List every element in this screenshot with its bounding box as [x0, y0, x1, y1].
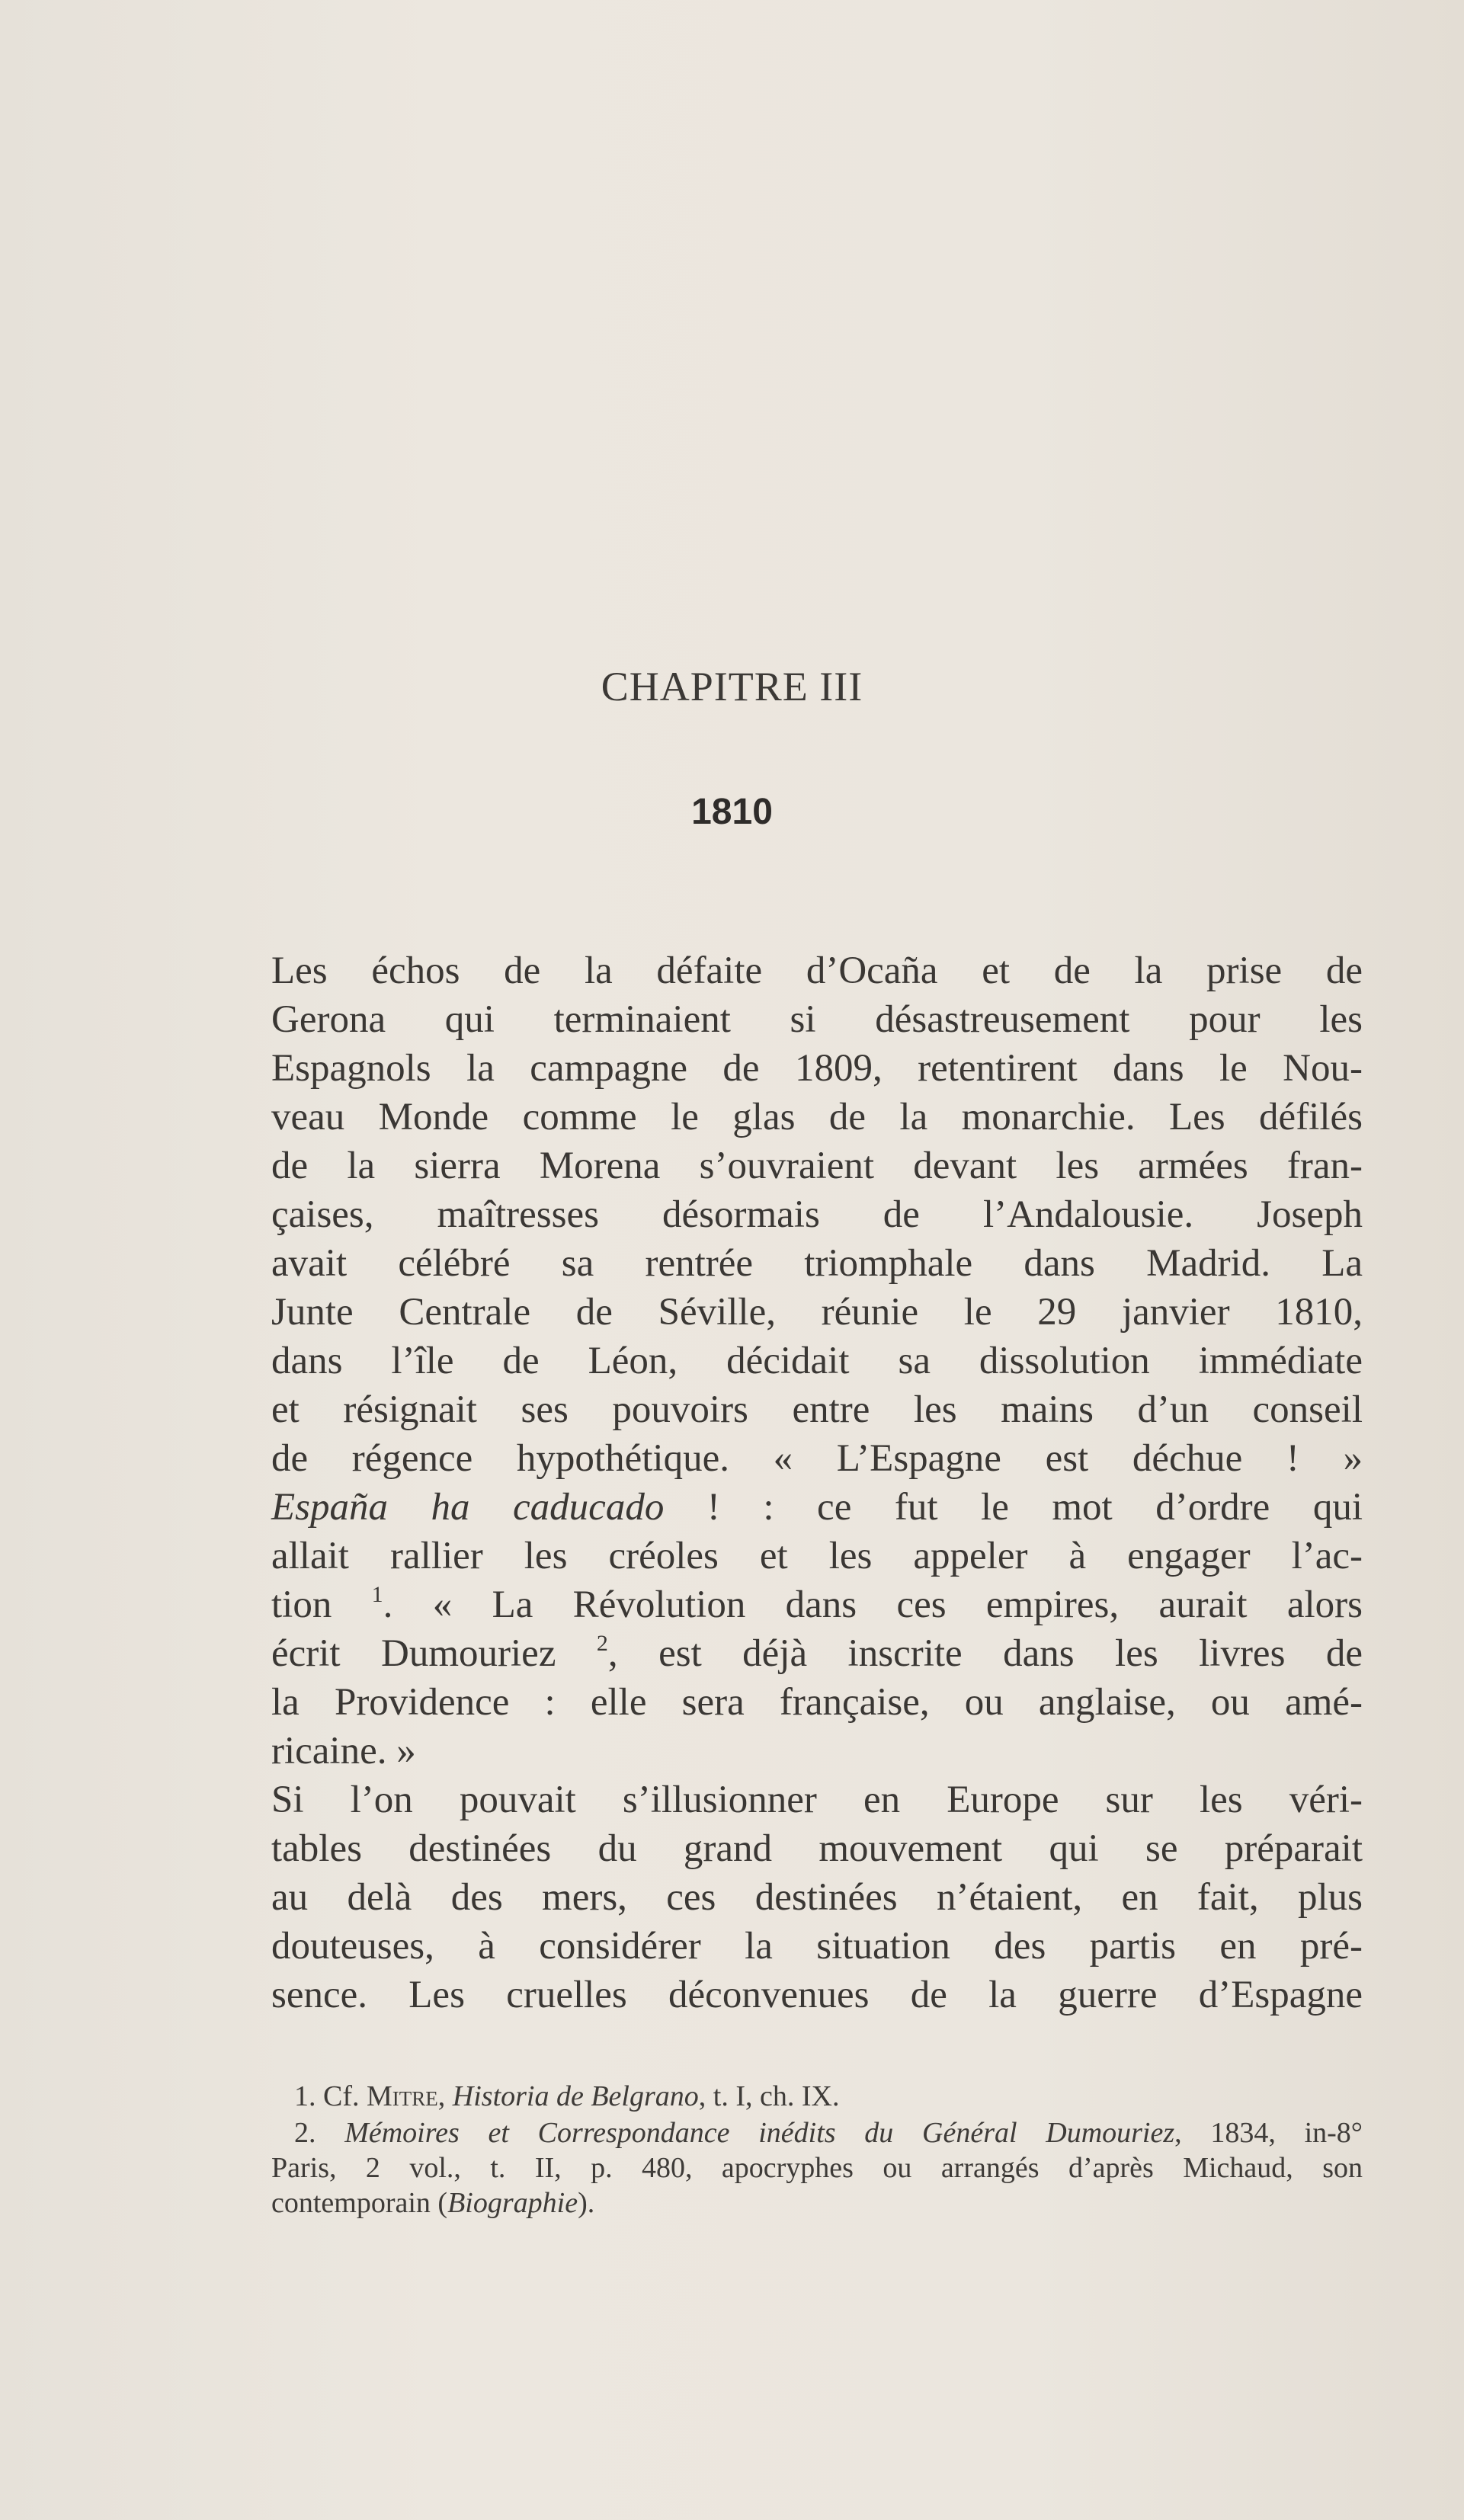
- body-line: ricaine. »: [271, 1730, 416, 1772]
- footnote-2: [294, 2115, 1363, 2150]
- footnote-sep: ,: [437, 2080, 453, 2112]
- footnote-rest: , 1834, in-8°: [1174, 2117, 1363, 2149]
- footnote-author: Mitre: [367, 2080, 438, 2112]
- body-line: [271, 1629, 1363, 1678]
- body-line-rest: ! : ce fut le mot d’ordre qui: [664, 1486, 1363, 1529]
- body-line: allait rallier les créoles et les appeler à engager l’ac-: [271, 1535, 1363, 1577]
- italic-phrase: España ha caducado: [271, 1486, 665, 1529]
- footnote-title: Mémoires et Correspondance inédits du Général Dumouriez: [344, 2117, 1175, 2149]
- body-line: çaises, maîtresses désormais de l’Andalousie. Joseph: [271, 1193, 1363, 1236]
- body-line: Gerona qui terminaient si désastreusement pour les: [271, 998, 1363, 1041]
- body-line: de régence hypothétique. « L’Espagne est déchue ! »: [271, 1437, 1363, 1480]
- body-line: [271, 1483, 1363, 1532]
- body-line: [271, 1580, 1363, 1629]
- footnote-2-line: Paris, 2 vol., t. II, p. 480, apocryphes ou arrangés d’après Michaud, son: [271, 2152, 1363, 2184]
- body-line: dans l’île de Léon, décidait sa dissolution immédiate: [271, 1340, 1363, 1382]
- footnote-2-line: [271, 2185, 1363, 2221]
- footnote-title: Historia de Belgrano: [452, 2080, 699, 2112]
- chapter-title: CHAPITRE III: [601, 664, 863, 709]
- footnote-text: ).: [578, 2187, 595, 2219]
- body-line-rest: . « La Révolution dans ces empires, aurait alors: [383, 1583, 1363, 1626]
- body-line: Junte Centrale de Séville, réunie le 29 janvier 1810,: [271, 1291, 1363, 1334]
- footnote-number: 1. Cf.: [294, 2080, 367, 2112]
- body-line: sence. Les cruelles déconvenues de la guerre d’Espagne: [271, 1974, 1363, 2016]
- footnote-rest: , t. I, ch. IX.: [698, 2080, 840, 2112]
- body-line: de la sierra Morena s’ouvraient devant les armées fran-: [271, 1145, 1363, 1187]
- body-line: Espagnols la campagne de 1809, retentirent dans le Nou-: [271, 1047, 1363, 1090]
- body-line-rest: , est déjà inscrite dans les livres de: [607, 1632, 1363, 1675]
- body-line: au delà des mers, ces destinées n’étaient, en fait, plus: [271, 1876, 1363, 1919]
- footnote-ref[interactable]: 2: [596, 1631, 608, 1656]
- body-line-start: tion: [271, 1583, 332, 1626]
- body-line: et résignait ses pouvoirs entre les mains d’un conseil: [271, 1388, 1363, 1431]
- body-line: tables destinées du grand mouvement qui se préparait: [271, 1827, 1363, 1870]
- body-line: la Providence : elle sera française, ou anglaise, ou amé-: [271, 1681, 1363, 1724]
- footnote-ref[interactable]: 1: [371, 1582, 383, 1607]
- body-line: Les échos de la défaite d’Ocaña et de la prise de: [271, 949, 1363, 992]
- body-line: veau Monde comme le glas de la monarchie. Les défilés: [271, 1096, 1363, 1138]
- body-line: avait célébré sa rentrée triomphale dans Madrid. La: [271, 1242, 1363, 1285]
- footnote-italic: Biographie: [447, 2187, 578, 2219]
- body-line: Si l’on pouvait s’illusionner en Europe sur les véri-: [271, 1779, 1363, 1821]
- footnote-number: 2.: [294, 2117, 345, 2149]
- footnote-text: contemporain (: [271, 2187, 448, 2219]
- body-line-start: écrit Dumouriez: [271, 1632, 556, 1675]
- body-line: douteuses, à considérer la situation des partis en pré-: [271, 1925, 1363, 1968]
- footnote-1: [294, 2079, 1363, 2114]
- section-title: 1810: [691, 792, 773, 832]
